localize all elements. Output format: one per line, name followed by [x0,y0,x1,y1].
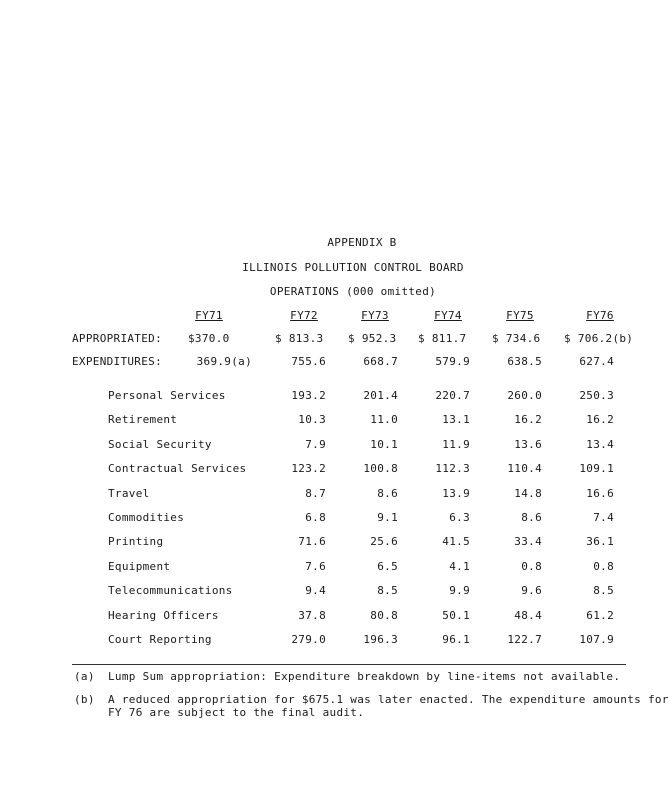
value-cell: 9.6 [521,584,542,598]
value-cell: 100.8 [363,462,398,476]
value-cell: 0.8 [593,559,614,573]
table-row [0,511,626,525]
value-cell: 10.3 [298,413,326,427]
value-cell: 369.9(a) [196,355,252,368]
table-row [0,462,626,476]
footnote-text: FY 76 are subject to the final audit. [108,706,365,719]
value-cell: 0.8 [521,559,542,573]
table-subtitle: OPERATIONS (000 omitted) [269,285,437,298]
year-header: FY73 [361,309,389,322]
value-cell: 37.8 [298,608,326,622]
value-cell: 8.6 [521,511,542,524]
value-cell: 25.6 [370,535,398,549]
footnote-mark: (b) [74,693,95,706]
value-cell: 250.3 [579,389,614,402]
value-cell: 36.1 [586,535,614,549]
footnote-text: A reduced appropriation for $675.1 was later enacted. The expenditure amounts for [108,693,669,706]
table-row [0,413,626,427]
value-cell: 112.3 [435,462,470,476]
table-row [0,609,626,623]
value-cell: 61.2 [586,608,614,622]
line-item-label: Personal Services [108,389,226,402]
value-cell: 96.1 [442,633,470,646]
year-header: FY72 [290,309,318,322]
organization-title: ILLINOIS POLLUTION CONTROL BOARD [242,261,464,274]
value-cell: $ 813.3 [275,332,324,345]
footnote-mark: (a) [74,670,95,683]
line-item-label: Court Reporting [108,633,212,646]
line-item-label: Social Security [108,437,212,451]
table-row [0,389,626,403]
value-cell: 50.1 [442,608,470,622]
table-row [0,584,626,598]
value-cell: 6.5 [377,559,398,573]
value-cell: 33.4 [514,535,542,549]
value-cell: 579.9 [435,355,470,368]
table-row [0,560,626,574]
value-cell: 9.1 [377,511,398,524]
value-cell: 107.9 [579,633,614,646]
appendix-heading: APPENDIX B [327,236,397,249]
value-cell: $ 952.3 [348,332,397,345]
value-cell: $ 734.6 [492,332,541,345]
value-cell: 80.8 [370,608,398,622]
year-header: FY71 [195,309,223,322]
appropriated-label: APPROPRIATED: [72,332,162,345]
line-item-label: Travel [108,486,150,500]
value-cell: 109.1 [579,462,614,476]
value-cell: 41.5 [442,535,470,549]
value-cell: 11.0 [370,413,398,427]
line-item-label: Hearing Officers [108,608,219,622]
value-cell: 6.8 [305,511,326,524]
value-cell: 16.6 [586,486,614,500]
value-cell: 14.8 [514,486,542,500]
value-cell: 201.4 [363,389,398,402]
value-cell: 755.6 [291,355,326,368]
line-item-label: Contractual Services [108,462,247,476]
value-cell: 8.5 [377,584,398,598]
value-cell: 193.2 [291,389,326,402]
value-cell: $ 811.7 [418,332,467,345]
value-cell: 10.1 [370,437,398,451]
value-cell: 71.6 [298,535,326,549]
footnote-text: Lump Sum appropriation: Expenditure breakdown by line-items not available. [108,670,621,683]
line-item-label: Printing [108,535,164,549]
value-cell: 220.7 [435,389,470,402]
expenditures-label: EXPENDITURES: [72,355,162,368]
value-cell: 122.7 [507,633,542,646]
value-cell: 11.9 [442,437,470,451]
value-cell: 8.6 [377,486,398,500]
table-row [0,535,626,549]
value-cell: 627.4 [579,355,614,368]
year-header: FY76 [586,309,614,322]
value-cell: 48.4 [514,608,542,622]
value-cell: $370.0 [188,332,230,345]
value-cell: 196.3 [363,633,398,646]
value-cell: 7.6 [305,559,326,573]
value-cell: 9.4 [305,584,326,598]
line-item-label: Telecommunications [108,584,233,598]
table-row [0,487,626,501]
value-cell: 260.0 [507,389,542,402]
value-cell: 13.6 [514,437,542,451]
value-cell: 13.4 [586,437,614,451]
value-cell: 16.2 [514,413,542,427]
table-row [0,438,626,452]
value-cell: 4.1 [449,559,470,573]
value-cell: 668.7 [363,355,398,368]
value-cell: 638.5 [507,355,542,368]
line-item-label: Retirement [108,413,178,427]
value-cell: $ 706.2(b) [564,332,634,345]
year-header: FY75 [506,309,534,322]
value-cell: 9.9 [449,584,470,598]
value-cell: 8.5 [593,584,614,598]
value-cell: 123.2 [291,462,326,476]
value-cell: 6.3 [449,511,470,524]
value-cell: 8.7 [305,486,326,500]
value-cell: 13.9 [442,486,470,500]
line-item-label: Commodities [108,511,185,524]
value-cell: 13.1 [442,413,470,427]
value-cell: 7.9 [305,437,326,451]
table-row [0,633,626,647]
value-cell: 7.4 [593,511,614,524]
year-header: FY74 [434,309,462,322]
value-cell: 279.0 [291,633,326,646]
value-cell: 110.4 [507,462,542,476]
value-cell: 16.2 [586,413,614,427]
footnote-divider [72,664,626,665]
line-item-label: Equipment [108,559,171,573]
